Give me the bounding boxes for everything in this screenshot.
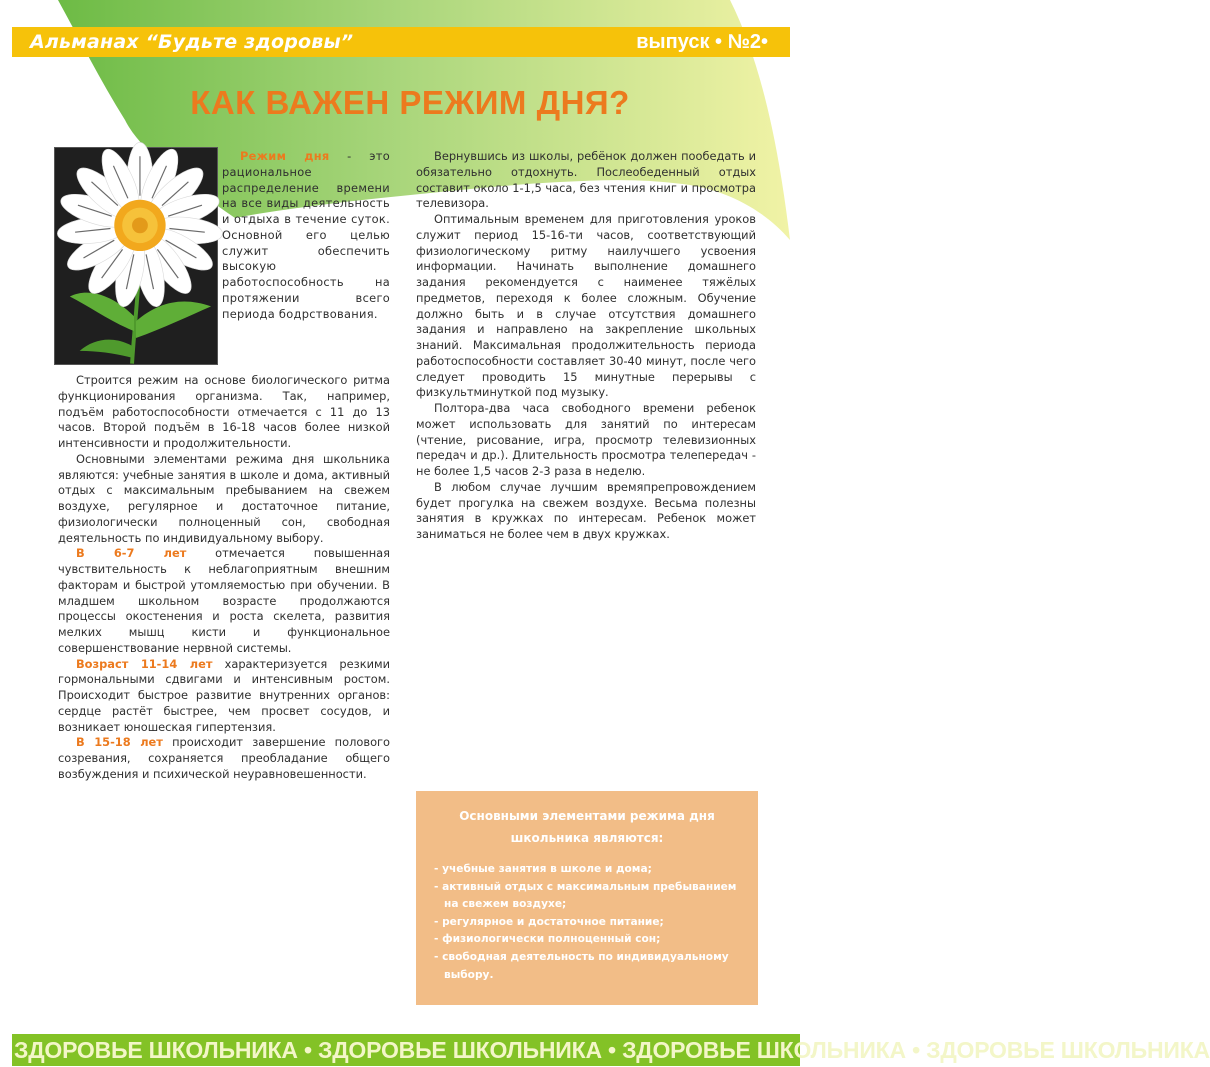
callout-item: - физиологически полноценный сон; [434, 933, 661, 946]
daisy-illustration [54, 147, 218, 365]
callout-list [430, 861, 744, 984]
paragraph-text: происходит завершение полового созревания, сохраняется преобладание общего возбуждения и психической неуравновешенности. [58, 735, 390, 781]
daisy-clock-icon [55, 148, 217, 364]
left-column [58, 373, 390, 783]
intro-paragraph [222, 149, 390, 322]
paragraph-age-11-14 [58, 657, 390, 736]
intro-text: - это рациональное распределение времени на все виды деятельность и отдыха в течение суток. Основной его целью служит обеспечить высокую работоспособность на протяжении всего периода бодрствования. [222, 149, 390, 321]
term-highlight: Режим дня [240, 149, 330, 163]
callout-item: - свободная деятельность по индивидуальному выбору. [434, 950, 729, 981]
right-column [416, 149, 756, 543]
callout-item: - активный отдых с максимальным пребыванием на свежем воздухе; [434, 880, 737, 911]
paragraph: В любом случае лучшим времяпрепровождением будет прогулка на свежем воздухе. Весьма полезны занятия в кружках по интересам. Ребенок может заниматься не более чем в двух кружках. [416, 479, 756, 541]
age-highlight: В 15-18 лет [76, 735, 163, 750]
paragraph: Вернувшись из школы, ребёнок должен пообедать и обязательно отдохнуть. Послеобеденный отдых составит около 1-1,5 часа, без чтения книг и просмотра телевизора. [416, 149, 756, 211]
paragraph: Полтора-два часа свободного времени ребенок может использовать для занятий по интересам (чтение, рисование, игра, просмотр телевизионных передач и др.). Длительность просмотра телепередач - не более 1,5 часов 2-3 раза в неделю. [416, 401, 756, 478]
footer-banner [12, 1034, 1210, 1066]
page-title: КАК ВАЖЕН РЕЖИМ ДНЯ? [190, 84, 630, 121]
paragraph-text: отмечается повышенная чувствительность к неблагоприятным внешним факторам и быстрой утомляемостью при обучении. В младшем школьном возрасте продолжаются процессы окостенения и роста скелета, развития мелких мышц кисти и функциональное совершенствование нервной системы. [58, 546, 390, 655]
issue-number: выпуск • №2• [636, 30, 768, 53]
footer-banner-text: ЗДОРОВЬЕ ШКОЛЬНИКА • ЗДОРОВЬЕ ШКОЛЬНИКА • ЗДОРОВЬЕ ШКОЛЬНИКА • ЗДОРОВЬЕ ШКОЛЬНИКА [14, 1036, 1210, 1063]
age-highlight: Возраст 11-14 лет [76, 656, 213, 671]
callout-title: Основными элементами режима дня школьника являются: [459, 809, 715, 845]
paragraph: Основными элементами режима дня школьника являются: учебные занятия в школе и дома, активный отдых с максимальным пребыванием на свежем воздухе, регулярное и достаточное питание, физиологически полноценный сон, свободная деятельность по индивидуальному выбору. [58, 451, 390, 545]
header-banner [12, 27, 790, 57]
paragraph-age-6-7 [58, 546, 390, 656]
paragraph-text: характеризуется резкими гормональными сдвигами и интенсивным ростом. Происходит быстрое развитие внутренних органов: сердце растёт быстрее, чем просвет сосудов, и возникает юношеская гипертензия. [58, 656, 390, 734]
age-highlight: В 6-7 лет [76, 546, 187, 561]
callout-box [416, 791, 758, 1005]
callout-item: - учебные занятия в школе и дома; [434, 863, 652, 875]
callout-item: - регулярное и достаточное питание; [434, 915, 664, 928]
paragraph-age-15-18 [58, 735, 390, 782]
almanac-title: Альманах “Будьте здоровы” [30, 31, 354, 53]
paragraph: Строится режим на основе биологического ритма функционирования организма. Так, например, подъём работоспособности отмечается с 11 до 13 часов. Второй подъём в 16-18 часов более низкой интенсивности и продолжительности. [58, 373, 390, 450]
paragraph: Оптимальным временем для приготовления уроков служит период 15-16-ти часов, соответствующий физиологическому ритму наилучшего усвоения информации. Начинать выполнение домашнего задания рекомендуется с наименее тяжёлых предметов, переходя к более сложным. Обучение должно быть и в случае отсутствия домашнего задания и направлено на закрепление школьных знаний. Максимальная продолжительность периода работоспособности составляет 30-40 минут, после чего следует проводить 15 минутные перерывы с физкультминуткой под музыку. [416, 212, 756, 400]
